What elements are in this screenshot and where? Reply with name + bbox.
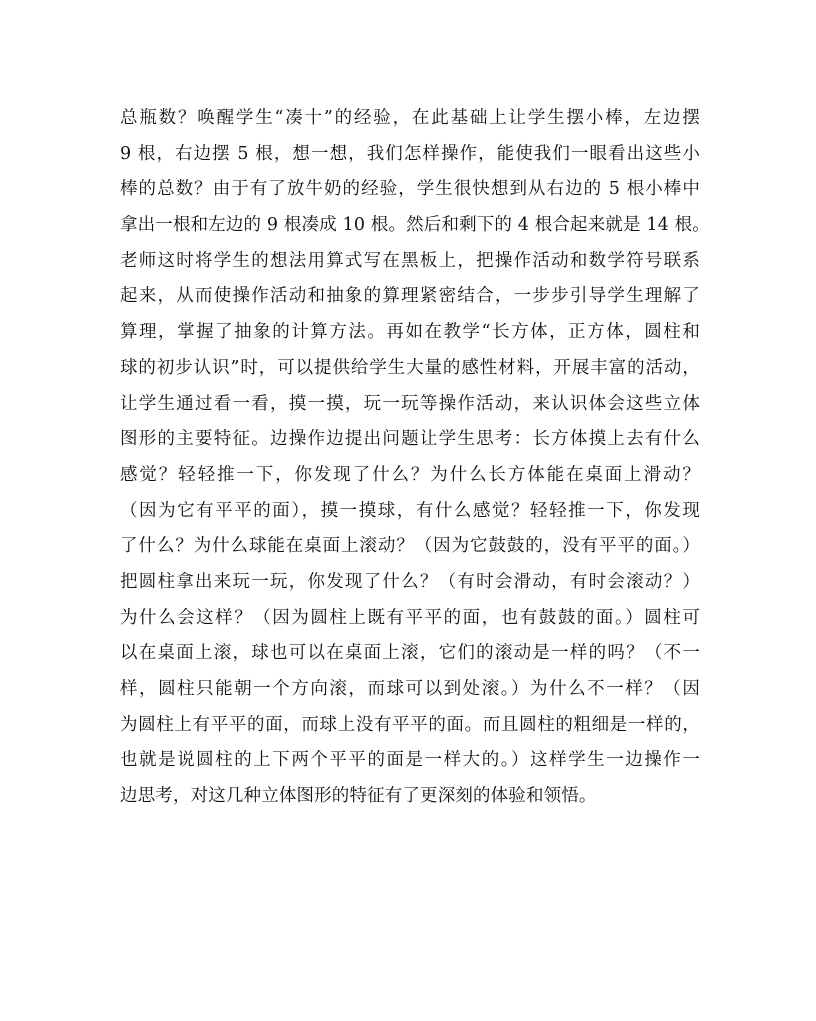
- text-line: 了什么？为什么球能在桌面上滚动？（因为它鼓鼓的，没有平平的面。）: [120, 536, 700, 557]
- text-line: 起来，从而使操作活动和抽象的算理紧密结合，一步步引导学生理解了: [120, 286, 700, 307]
- text-line: 样，圆柱只能朝一个方向滚，而球可以到处滚。）为什么不一样？（因: [120, 679, 700, 699]
- text-line: 图形的主要特征。边操作边提出问题让学生思考：长方体摸上去有什么: [120, 429, 700, 450]
- body-paragraph: [120, 101, 710, 815]
- text-line: （因为它有平平的面），摸一摸球，有什么感觉？轻轻推一下，你发现: [120, 500, 700, 521]
- text-line: 以在桌面上滚，球也可以在桌面上滚，它们的滚动是一样的吗？（不一: [120, 643, 700, 664]
- text-line: 算理，掌握了抽象的计算方法。再如在教学“长方体，正方体，圆柱和: [120, 322, 700, 343]
- text-line: 老师这时将学生的想法用算式写在黑板上，把操作活动和数学符号联系: [120, 250, 700, 271]
- text-line: 边思考，对这几种立体图形的特征有了更深刻的体验和领悟。: [120, 786, 597, 807]
- text-line: 感觉？轻轻推一下，你发现了什么？为什么长方体能在桌面上滑动？: [120, 464, 700, 485]
- text-line: 为圆柱上有平平的面，而球上没有平平的面。而且圆柱的粗细是一样的，: [120, 714, 700, 735]
- text-line: 棒的总数？由于有了放牛奶的经验，学生很快想到从右边的 5 根小棒中: [120, 179, 700, 200]
- text-line: 9 根，右边摆 5 根，想一想，我们怎样操作，能使我们一眼看出这些小: [120, 143, 700, 164]
- text-line: 把圆柱拿出来玩一玩，你发现了什么？（有时会滑动，有时会滚动？）: [120, 571, 700, 592]
- text-line: 总瓶数？唤醒学生“凑十”的经验，在此基础上让学生摆小棒，左边摆: [120, 108, 700, 128]
- text-line: 为什么会这样？（因为圆柱上既有平平的面，也有鼓鼓的面。）圆柱可: [120, 607, 700, 628]
- text-line: 拿出一根和左边的 9 根凑成 10 根。然后和剩下的 4 根合起来就是 14 根。: [120, 215, 710, 236]
- text-line: 也就是说圆柱的上下两个平平的面是一样大的。）这样学生一边操作一: [120, 750, 700, 771]
- text-line: 让学生通过看一看，摸一摸，玩一玩等操作活动，来认识体会这些立体: [120, 393, 700, 414]
- text-line: 球的初步认识”时，可以提供给学生大量的感性材料，开展丰富的活动，: [120, 357, 700, 378]
